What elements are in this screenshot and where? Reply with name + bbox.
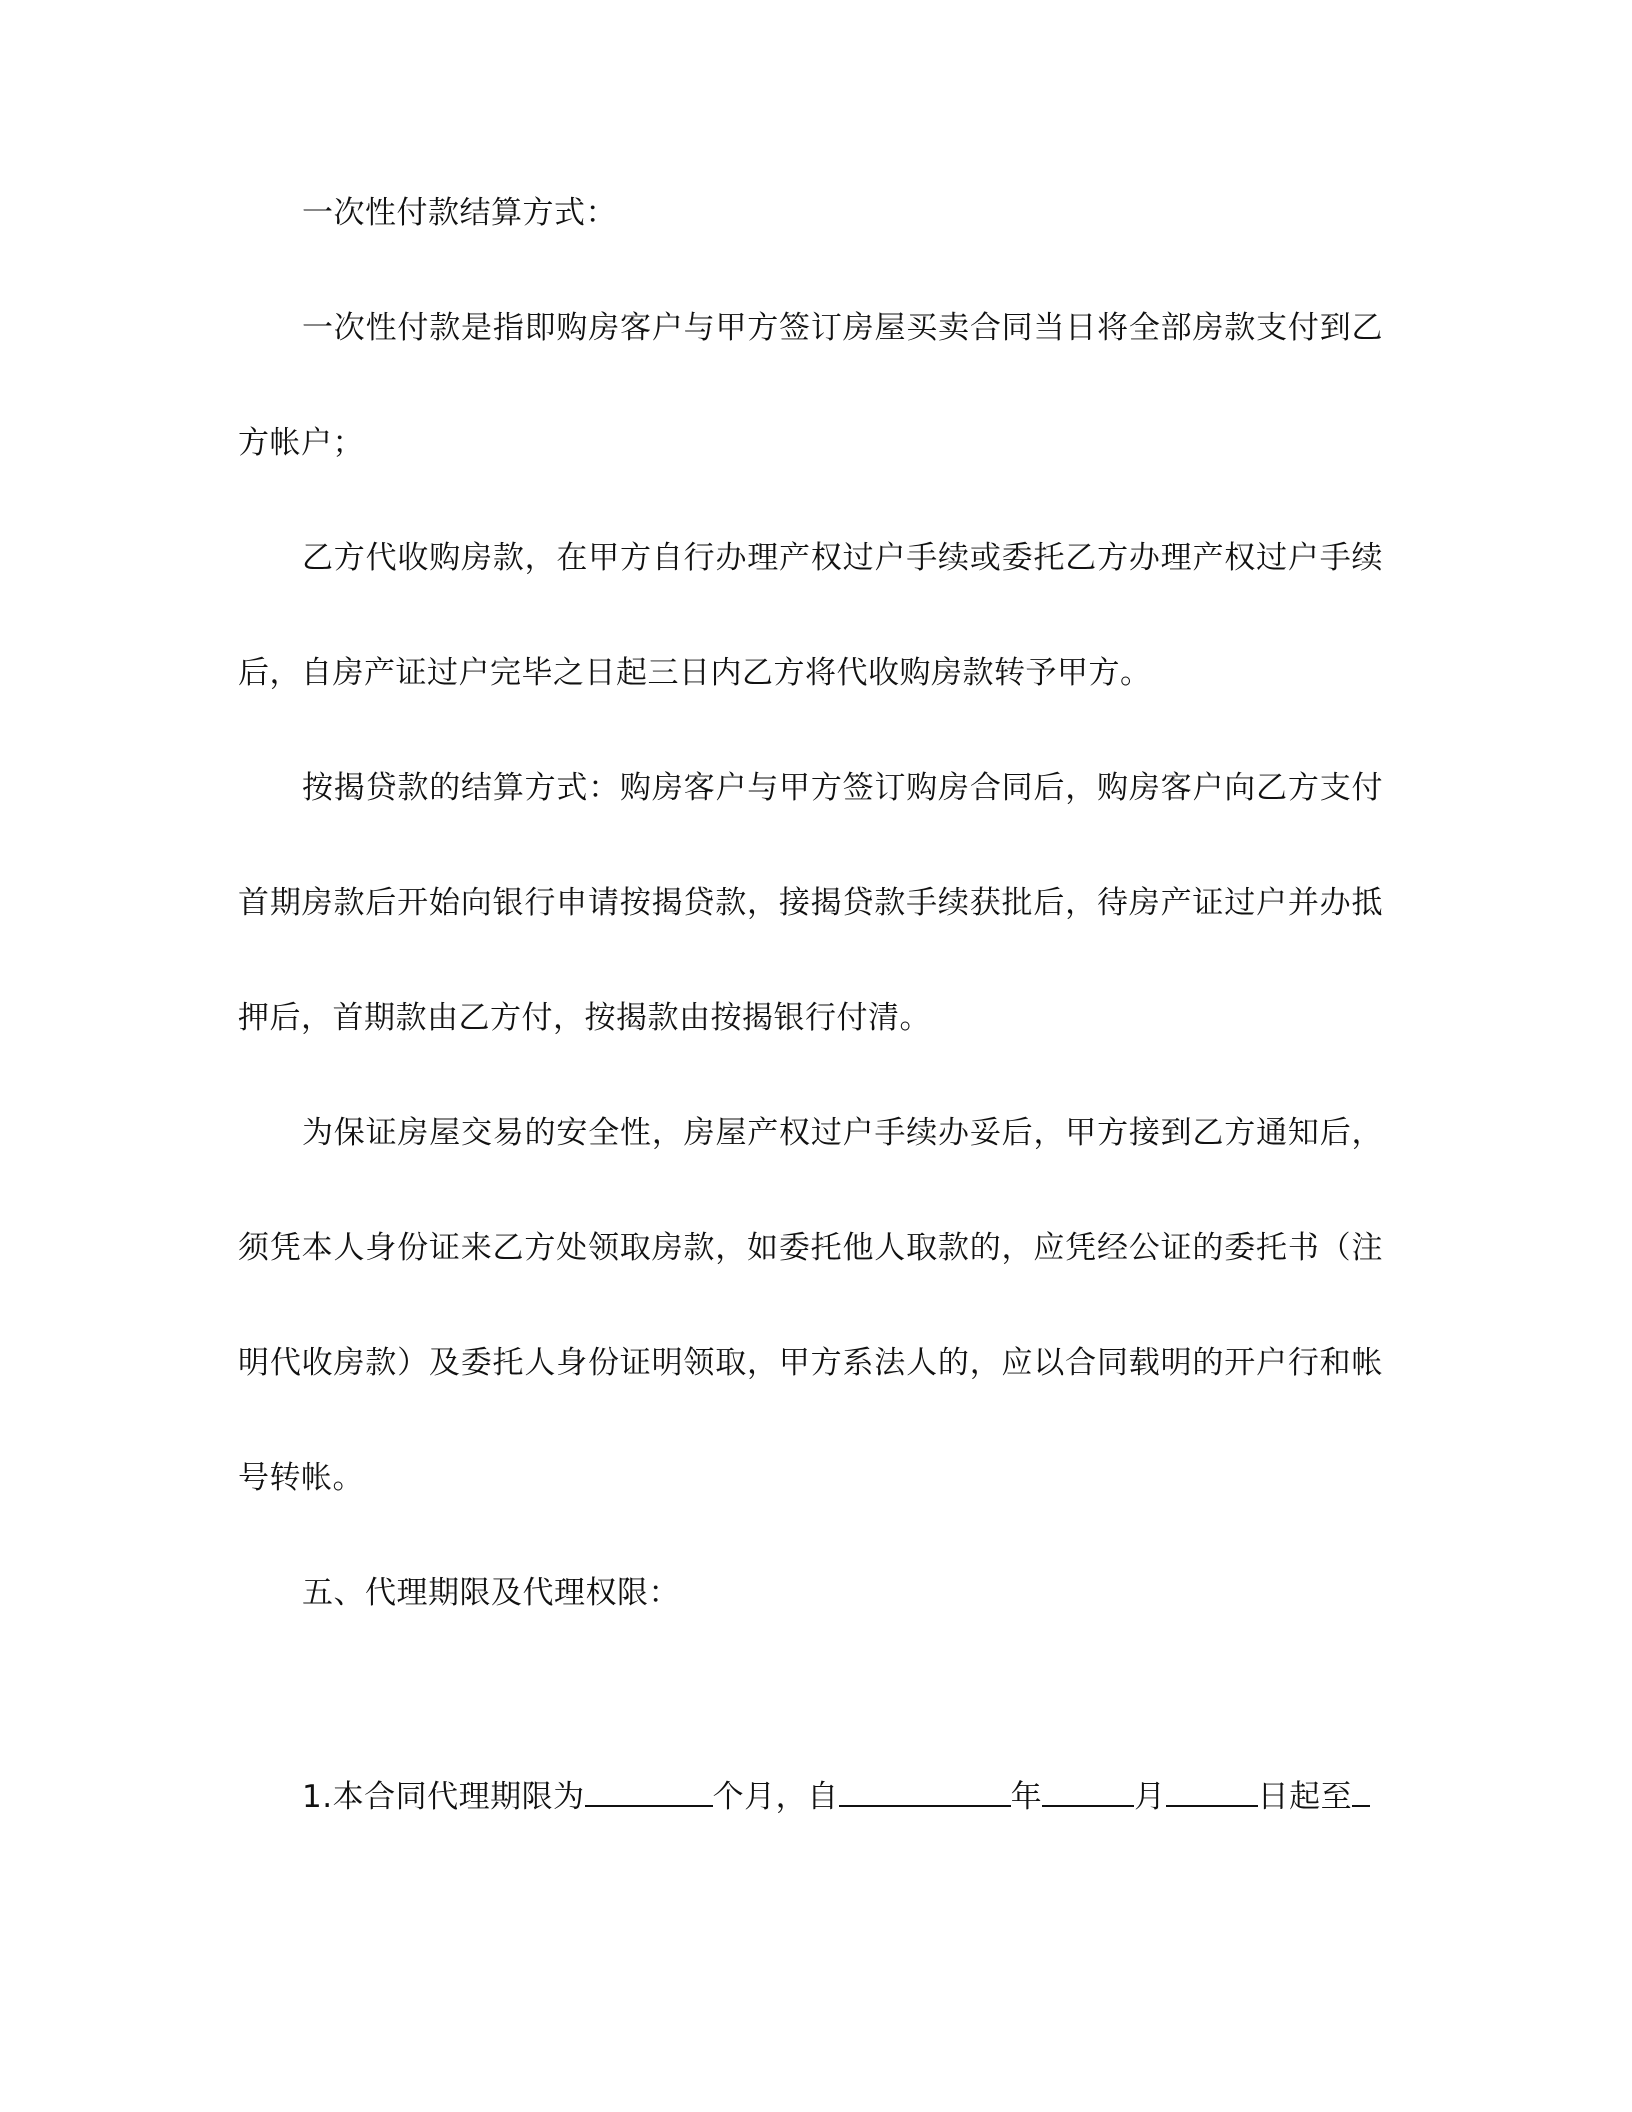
paragraph-mortgage-line-1: 按揭贷款的结算方式：购房客户与甲方签订购房合同后，购房客户向乙方支付 xyxy=(302,770,1383,806)
paragraph-security-line-3: 明代收房款）及委托人身份证明领取，甲方系法人的，应以合同载明的开户行和帐 xyxy=(238,1345,1383,1381)
paragraph-mortgage-line-3: 押后，首期款由乙方付，按揭款由按揭银行付清。 xyxy=(238,1000,931,1036)
paragraph-security-line-2: 须凭本人身份证来乙方处领取房款，如委托他人取款的，应凭经公证的委托书（注 xyxy=(238,1230,1383,1266)
blank-year xyxy=(839,1775,1011,1807)
blank-months xyxy=(585,1775,713,1807)
item-1-year-label: 年 xyxy=(1010,1779,1043,1815)
paragraph-security-line-4: 号转帐。 xyxy=(238,1460,364,1496)
item-1-day-from-label: 日起至 xyxy=(1257,1779,1353,1815)
paragraph-lump-sum-line-2: 方帐户； xyxy=(238,425,364,461)
paragraph-collection-line-1: 乙方代收购房款，在甲方自行办理产权过户手续或委托乙方办理产权过户手续 xyxy=(302,540,1383,576)
blank-day xyxy=(1166,1775,1258,1807)
heading-section-5: 五、代理期限及代理权限： xyxy=(302,1575,680,1611)
paragraph-collection-line-2: 后，自房产证过户完毕之日起三日内乙方将代收购房款转予甲方。 xyxy=(238,655,1152,691)
item-1-prefix: 1.本合同代理期限为 xyxy=(302,1779,585,1815)
item-1-month-label: 月 xyxy=(1134,1779,1166,1815)
blank-month xyxy=(1042,1775,1134,1807)
paragraph-mortgage-line-2: 首期房款后开始向银行申请按揭贷款，接揭贷款手续获批后，待房产证过户并办抵 xyxy=(238,885,1383,921)
paragraph-lump-sum-line-1: 一次性付款是指即购房客户与甲方签订房屋买卖合同当日将全部房款支付到乙 xyxy=(302,310,1383,346)
paragraph-security-line-1: 为保证房屋交易的安全性，房屋产权过户手续办妥后，甲方接到乙方通知后， xyxy=(302,1115,1383,1151)
item-1-agency-period xyxy=(302,1775,1383,1815)
heading-payment-method: 一次性付款结算方式： xyxy=(302,195,617,231)
item-1-months-label: 个月，自 xyxy=(712,1779,839,1815)
blank-end xyxy=(1352,1775,1370,1807)
